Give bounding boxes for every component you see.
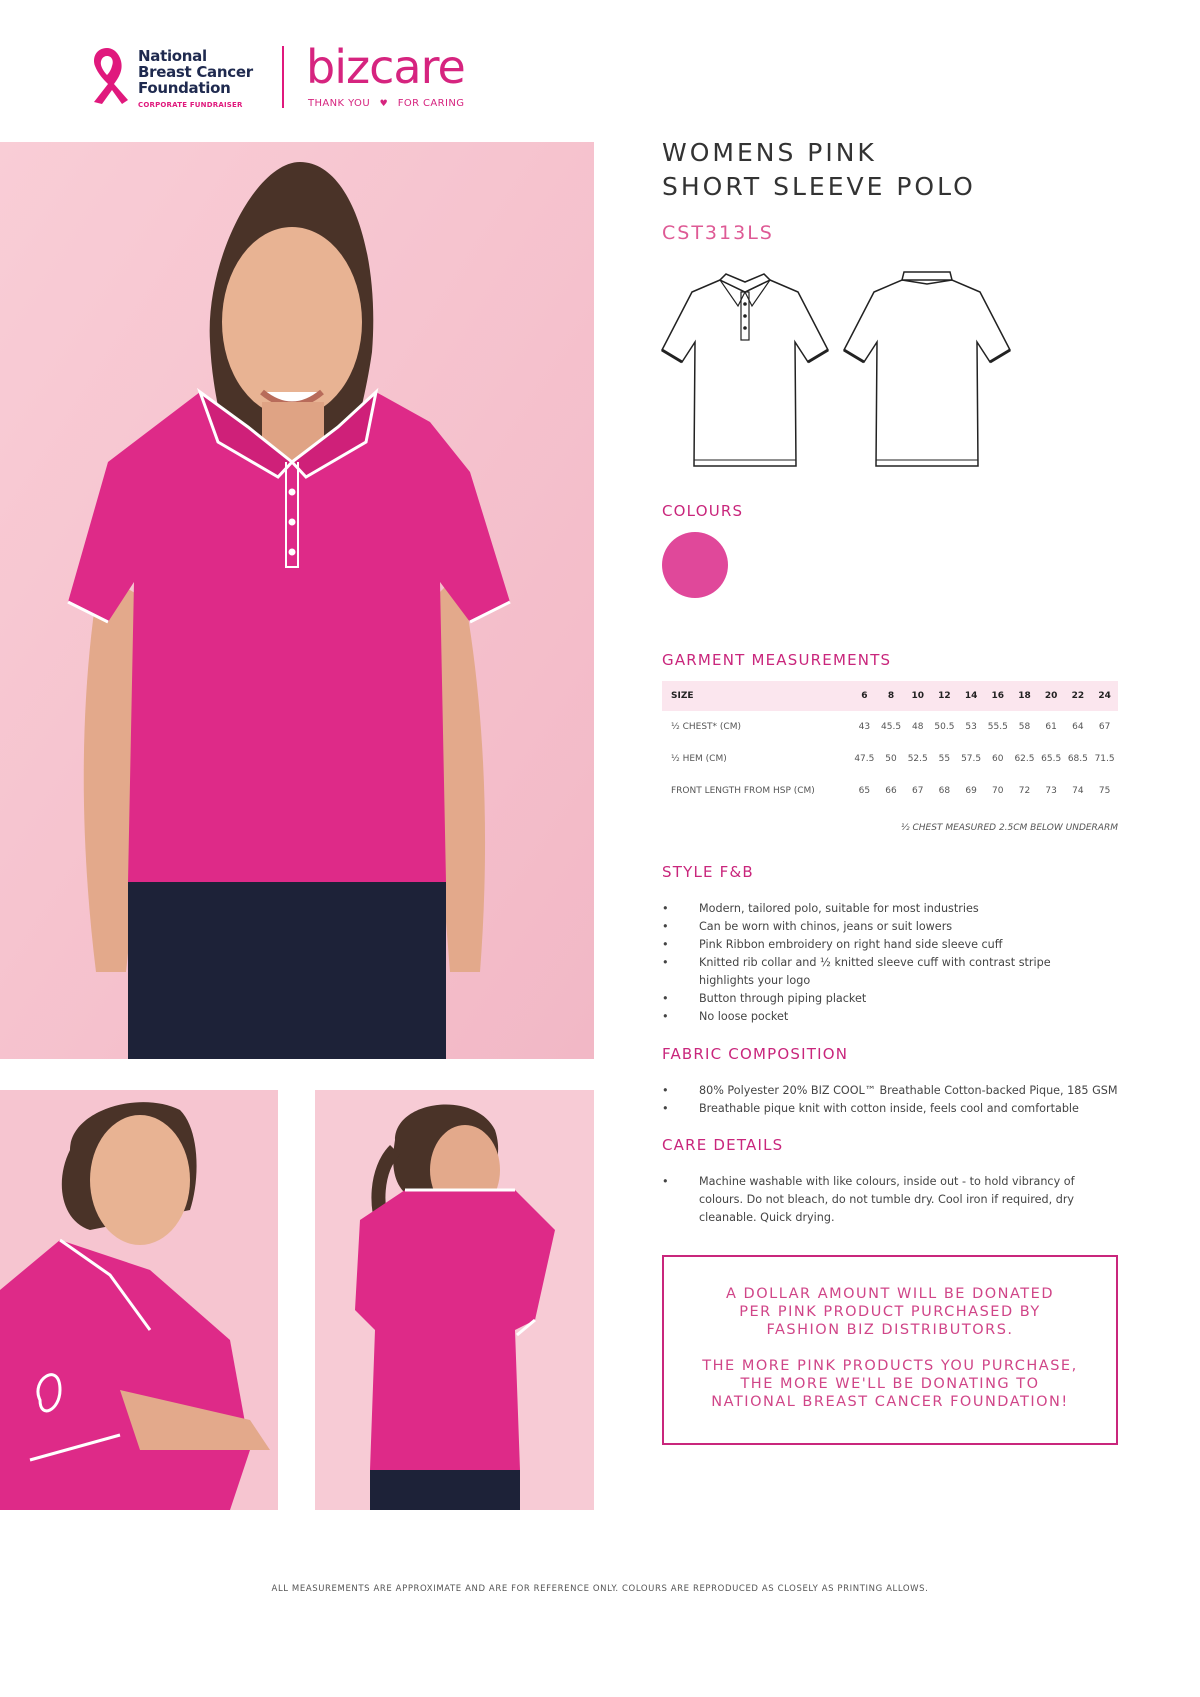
tagline-right: FOR CARING bbox=[397, 98, 465, 109]
polo-front-sketch bbox=[660, 270, 830, 470]
measurement-note: ½ CHEST MEASURED 2.5CM BELOW UNDERARM bbox=[900, 823, 1118, 833]
size-header-cell: 10 bbox=[904, 681, 931, 711]
list-item: • Breathable pique knit with cotton inside, feels cool and comfortable bbox=[662, 1100, 1142, 1118]
list-item: • Button through piping placket bbox=[662, 990, 1062, 1008]
measurement-value: 67 bbox=[1098, 722, 1111, 732]
donation-line-2: PER PINK PRODUCT PURCHASED BY bbox=[739, 1304, 1041, 1320]
measurement-row bbox=[662, 775, 1118, 807]
size-header-cell: 12 bbox=[931, 681, 958, 711]
tagline-left: THANK YOU bbox=[308, 98, 371, 109]
heart-icon: ♥ bbox=[379, 99, 389, 109]
footer-disclaimer: ALL MEASUREMENTS ARE APPROXIMATE AND ARE FOR REFERENCE ONLY. COLOURS ARE REPRODUCED AS CLOSELY AS PRINTING ALLOWS. bbox=[271, 1584, 929, 1594]
size-header-row bbox=[662, 681, 1118, 711]
measurement-value: 50.5 bbox=[934, 722, 955, 732]
donation-line-5: THE MORE WE'LL BE DONATING TO bbox=[740, 1376, 1040, 1392]
measurement-value: 74 bbox=[1072, 786, 1084, 796]
measurement-value: 66 bbox=[885, 786, 897, 796]
nbcf-subtitle: CORPORATE FUNDRAISER bbox=[138, 101, 243, 109]
list-item: • Pink Ribbon embroidery on right hand side sleeve cuff bbox=[662, 936, 1062, 954]
measurement-value: 58 bbox=[1018, 722, 1031, 732]
measurement-row bbox=[662, 711, 1118, 743]
measurement-value: 53 bbox=[965, 722, 977, 732]
measurement-value: 64 bbox=[1072, 722, 1084, 732]
measurement-label: FRONT LENGTH FROM HSP (CM) bbox=[671, 786, 815, 796]
measurement-value: 48 bbox=[911, 722, 924, 732]
bizcare-tagline bbox=[308, 98, 464, 109]
product-title-line2: SHORT SLEEVE POLO bbox=[662, 172, 976, 201]
size-header-cell: 20 bbox=[1038, 681, 1065, 711]
measurement-value: 45.5 bbox=[881, 722, 902, 732]
measurement-value: 65.5 bbox=[1041, 754, 1062, 764]
model-side-illustration bbox=[0, 1090, 278, 1510]
measurements-heading: GARMENT MEASUREMENTS bbox=[662, 651, 892, 669]
size-header-cell: 8 bbox=[878, 681, 905, 711]
main-product-photo bbox=[0, 142, 594, 1059]
measurement-label: ½ HEM (CM) bbox=[671, 754, 727, 764]
size-header-cell: 22 bbox=[1065, 681, 1092, 711]
measurement-value: 75 bbox=[1098, 786, 1111, 796]
nbcf-name-line2: Breast Cancer bbox=[138, 63, 253, 81]
donation-line-3: FASHION BIZ DISTRIBUTORS. bbox=[766, 1322, 1014, 1338]
measurement-value: 68 bbox=[938, 786, 951, 796]
donation-line-6: NATIONAL BREAST CANCER FOUNDATION! bbox=[711, 1394, 1069, 1410]
measurement-value: 55 bbox=[938, 754, 951, 764]
donation-line-1: A DOLLAR AMOUNT WILL BE DONATED bbox=[726, 1286, 1054, 1302]
measurement-value: 72 bbox=[1018, 786, 1031, 796]
style-list bbox=[662, 900, 1062, 1026]
list-item: • Modern, tailored polo, suitable for most industries bbox=[662, 900, 1062, 918]
polo-back-sketch bbox=[842, 270, 1012, 470]
measurement-value: 50 bbox=[885, 754, 897, 764]
product-title bbox=[662, 136, 976, 204]
bizcare-wordmark: bizcare bbox=[306, 40, 465, 94]
nbcf-logo bbox=[84, 44, 264, 112]
measurement-value: 67 bbox=[911, 786, 924, 796]
donation-line-4: THE MORE PINK PRODUCTS YOU PURCHASE, bbox=[702, 1358, 1078, 1374]
list-item: • Can be worn with chinos, jeans or suit lowers bbox=[662, 918, 1062, 936]
model-front-illustration bbox=[0, 142, 594, 1059]
measurement-value: 70 bbox=[992, 786, 1004, 796]
pink-ribbon-icon bbox=[84, 44, 130, 106]
style-heading: STYLE F&B bbox=[662, 863, 754, 881]
size-header-cell: 18 bbox=[1011, 681, 1038, 711]
measurement-value: 62.5 bbox=[1014, 754, 1035, 764]
donation-spacer bbox=[664, 1339, 1116, 1357]
care-list bbox=[662, 1173, 1102, 1227]
list-item: • No loose pocket bbox=[662, 1008, 1062, 1026]
fabric-heading: FABRIC COMPOSITION bbox=[662, 1045, 849, 1063]
measurement-value: 55.5 bbox=[987, 722, 1008, 732]
measurement-value: 65 bbox=[858, 786, 871, 796]
nbcf-name-line1: National bbox=[138, 47, 207, 65]
measurement-value: 57.5 bbox=[961, 754, 982, 764]
measurement-value: 68.5 bbox=[1067, 754, 1088, 764]
measurement-value: 47.5 bbox=[854, 754, 875, 764]
colours-heading: COLOURS bbox=[662, 502, 744, 520]
colour-swatch-pink[interactable] bbox=[662, 532, 728, 598]
fabric-list bbox=[662, 1082, 1142, 1118]
list-item: • 80% Polyester 20% BIZ COOL™ Breathable Cotton-backed Pique, 185 GSM bbox=[662, 1082, 1142, 1100]
list-item: • Knitted rib collar and ½ knitted sleeve cuff with contrast stripe highlights your logo bbox=[662, 954, 1062, 990]
measurement-value: 69 bbox=[965, 786, 977, 796]
care-heading: CARE DETAILS bbox=[662, 1136, 784, 1154]
list-item: • Machine washable with like colours, inside out - to hold vibrancy of colours. Do not bleach, do not tumble dry. Cool iron if required, dry cleanable. Quick drying. bbox=[662, 1173, 1102, 1227]
size-header-cell: 24 bbox=[1091, 681, 1118, 711]
size-header-cell: 6 bbox=[851, 681, 878, 711]
side-detail-photo bbox=[0, 1090, 278, 1510]
product-title-line1: WOMENS PINK bbox=[662, 138, 877, 167]
measurement-value: 52.5 bbox=[907, 754, 928, 764]
measurement-label: ½ CHEST* (CM) bbox=[671, 722, 741, 732]
measurement-value: 73 bbox=[1045, 786, 1057, 796]
measurements-table bbox=[662, 681, 1118, 807]
back-view-photo bbox=[315, 1090, 594, 1510]
measurement-value: 71.5 bbox=[1094, 754, 1115, 764]
product-code: CST313LS bbox=[662, 222, 774, 244]
size-label: SIZE bbox=[662, 681, 851, 711]
measurement-value: 61 bbox=[1045, 722, 1057, 732]
size-header-cell: 14 bbox=[958, 681, 985, 711]
donation-notice bbox=[662, 1255, 1118, 1445]
size-header-cell: 16 bbox=[984, 681, 1011, 711]
bizcare-logo bbox=[306, 40, 466, 112]
measurement-row bbox=[662, 743, 1118, 775]
model-back-illustration bbox=[315, 1090, 594, 1510]
measurement-value: 60 bbox=[992, 754, 1004, 764]
nbcf-name-line3: Foundation bbox=[138, 79, 231, 97]
logo-divider bbox=[282, 46, 284, 108]
measurement-value: 43 bbox=[858, 722, 871, 732]
